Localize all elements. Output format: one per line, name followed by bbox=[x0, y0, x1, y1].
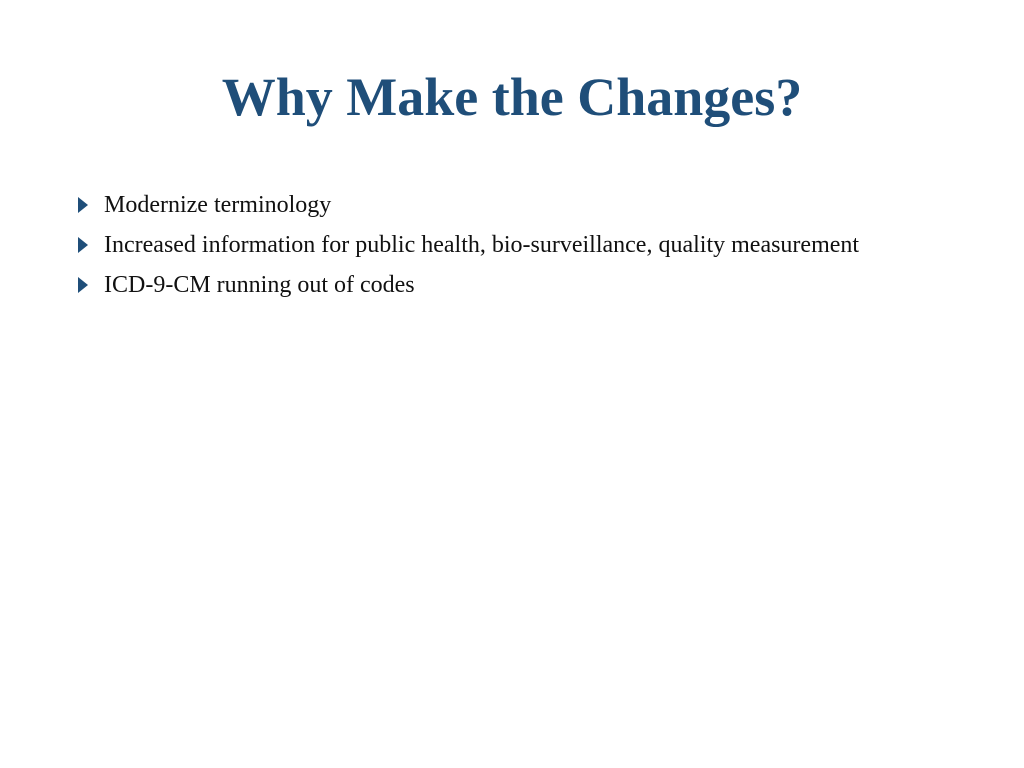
slide-title: Why Make the Changes? bbox=[221, 67, 803, 127]
bullet-list bbox=[76, 188, 876, 308]
bullet-text: ICD-9-CM running out of codes bbox=[104, 272, 415, 298]
triangle-right-icon bbox=[78, 237, 88, 253]
bullet-item bbox=[76, 228, 876, 262]
bullet-item bbox=[76, 268, 876, 302]
triangle-right-icon bbox=[78, 277, 88, 293]
bullet-item bbox=[76, 188, 876, 222]
bullet-text: Modernize terminology bbox=[104, 192, 332, 218]
bullet-text: Increased information for public health, bio-surveillance, quality measurement bbox=[104, 232, 860, 258]
triangle-right-icon bbox=[78, 197, 88, 213]
